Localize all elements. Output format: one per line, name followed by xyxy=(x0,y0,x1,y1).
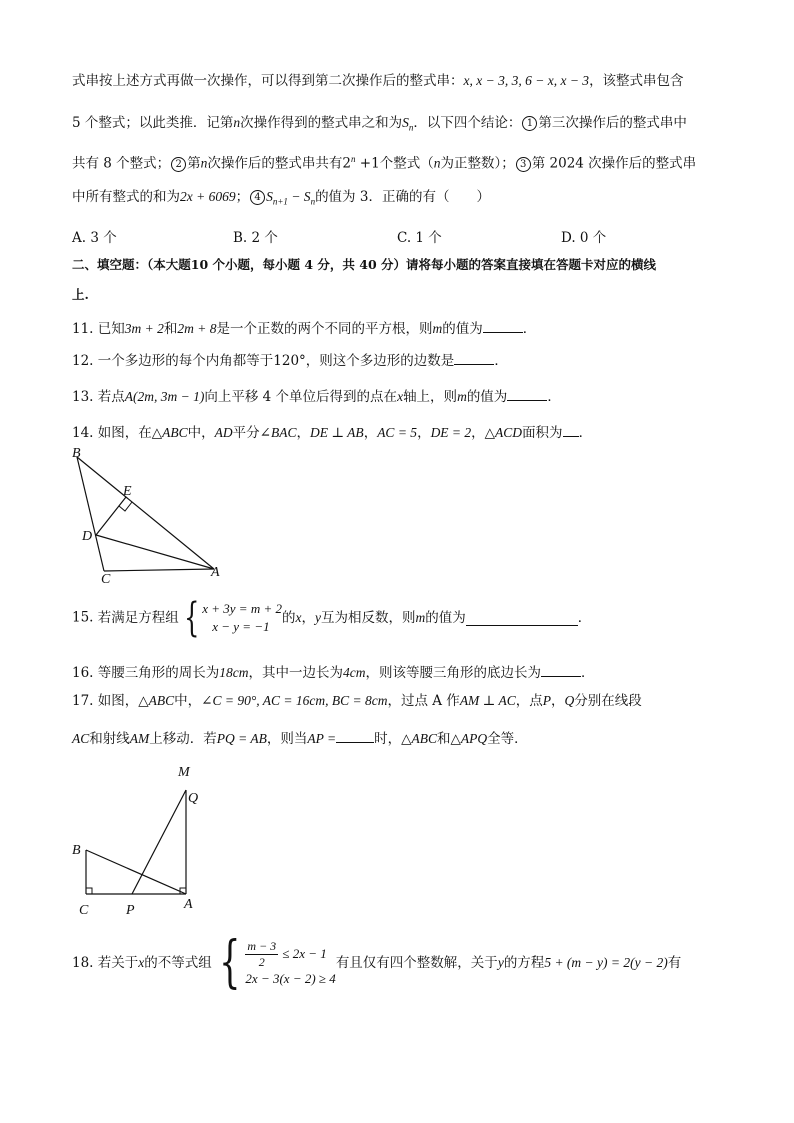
text: 的值为 3．正确的有（ ） xyxy=(315,189,490,205)
brace-glyph: { xyxy=(183,595,200,641)
question-12 xyxy=(72,350,508,370)
brace-glyph: { xyxy=(218,930,241,995)
text: 式串按上述方式再做一次操作，可以得到第二次操作后的整式串： xyxy=(72,73,464,89)
math: 3m + 2 xyxy=(124,321,164,336)
text: 和 xyxy=(437,731,451,747)
question-13 xyxy=(72,386,561,406)
segment-ca xyxy=(104,569,214,571)
fraction xyxy=(245,939,278,970)
math: AP = xyxy=(307,731,337,746)
math: ≤ 2x − 1 xyxy=(282,945,327,961)
math: AC xyxy=(72,731,90,746)
text: 的 xyxy=(281,610,296,626)
text: 为正整数）； xyxy=(440,155,515,172)
label-b: B xyxy=(72,446,81,461)
option-d: D. 0 个 xyxy=(561,230,607,246)
text: ，点 xyxy=(515,693,543,709)
text: 上移动．若 xyxy=(149,731,217,747)
text: 若点 xyxy=(97,389,125,405)
math: ∠BAC xyxy=(259,425,297,440)
circled-number: 2 xyxy=(171,157,186,172)
math: y xyxy=(497,955,504,970)
question-number: 12. xyxy=(72,353,94,369)
text: 中， xyxy=(174,693,202,709)
section-title-cont: 上. xyxy=(72,287,89,302)
math-sup: n xyxy=(351,154,356,164)
text: ， xyxy=(417,425,431,441)
question-16 xyxy=(72,662,595,682)
question-number: 15. xyxy=(72,609,94,626)
text: ，则当 xyxy=(266,731,308,747)
text: 的值为 xyxy=(466,389,508,405)
text: 是一个正数的两个不同的平方根，则 xyxy=(216,321,433,337)
segment-da xyxy=(96,535,214,569)
denominator: 2 xyxy=(258,954,265,969)
math: △APQ xyxy=(450,731,488,746)
text: ， xyxy=(363,425,378,441)
math: n xyxy=(233,115,241,130)
math: − S xyxy=(287,189,311,204)
segment-ba xyxy=(77,457,214,569)
question-17 xyxy=(72,692,642,710)
label-p: P xyxy=(126,903,135,918)
math: △ABC xyxy=(138,693,175,708)
math: DE ⊥ AB xyxy=(309,425,364,440)
question-number: 13. xyxy=(72,389,94,405)
text: 如图，在 xyxy=(97,425,152,441)
question-number: 17. xyxy=(72,693,94,709)
answer-blank[interactable] xyxy=(541,662,581,677)
right-angle-c xyxy=(86,888,92,894)
text: ． xyxy=(578,425,593,441)
question-15 xyxy=(72,595,592,642)
math: △ABC xyxy=(401,731,437,746)
text: ， xyxy=(296,425,310,441)
answer-blank[interactable] xyxy=(466,611,578,626)
math: Q xyxy=(564,693,575,708)
text: ．以下四个结论： xyxy=(413,115,522,131)
figure-triangle-abd xyxy=(60,445,240,585)
math: P xyxy=(542,693,552,708)
option-a: A. 3 个 xyxy=(72,230,117,246)
text: 有且仅有四个整数解，关于 xyxy=(335,955,498,971)
math: DE = 2 xyxy=(430,425,472,440)
equation-row: x − y = −1 xyxy=(212,619,270,634)
label-b: B xyxy=(72,843,81,858)
label-c: C xyxy=(79,903,89,918)
segment-bc xyxy=(77,457,104,571)
math-sub: n xyxy=(310,196,316,207)
text: ． xyxy=(577,610,592,626)
answer-blank[interactable] xyxy=(507,386,547,401)
text: 有 xyxy=(667,955,682,971)
text: ，则该等腰三角形的底边长为 xyxy=(365,665,542,681)
math: 2x + 6069 xyxy=(180,189,236,204)
question-number: 16. xyxy=(72,665,94,681)
math: m xyxy=(457,389,467,404)
text: 平分 xyxy=(232,425,260,441)
figure-triangle-abc-apq xyxy=(66,758,216,923)
intro-line-3 xyxy=(72,150,696,173)
equation-row: x + 3y = m + 2 xyxy=(202,601,282,616)
math: S xyxy=(402,115,409,130)
math: x xyxy=(295,610,302,625)
text: ， xyxy=(551,693,565,709)
text: 第三次操作后的整式串中 xyxy=(538,115,687,131)
option-b: B. 2 个 xyxy=(233,230,278,246)
text: 分别在线段 xyxy=(574,693,642,709)
math: 18cm xyxy=(219,665,249,680)
text: 次操作得到的整式串之和为 xyxy=(240,115,403,131)
section-title: 二、填空题：（本大题10 个小题，每小题 4 分，共 40 分）请将每小题的答案直接填在答题卡对应的横线 xyxy=(72,257,656,272)
text: ． xyxy=(547,389,561,405)
text: ，过点 A 作 xyxy=(387,693,460,709)
answer-blank[interactable] xyxy=(483,318,523,333)
text: 中所有整式的和为 xyxy=(72,189,180,205)
math: 5 + (m − y) = 2(y − 2) xyxy=(544,955,668,970)
answer-blank[interactable] xyxy=(336,728,374,743)
circled-number: 4 xyxy=(250,190,265,205)
text: 第 xyxy=(187,155,201,172)
text: 和射线 xyxy=(89,731,130,747)
inequality-row-2: 2x − 3(x − 2) ≥ 4 xyxy=(245,970,336,986)
math: x, x − 3, 3, 6 − x, x − 3 xyxy=(463,73,590,88)
question-number: 18. xyxy=(72,955,94,971)
text: 的方程 xyxy=(503,955,545,971)
text: 第 2024 次操作后的整式串 xyxy=(531,155,697,172)
label-d: D xyxy=(82,529,93,544)
answer-blank[interactable] xyxy=(563,422,579,437)
text: 向上平移 4 个单位后得到的点在 xyxy=(204,389,398,405)
label-m: M xyxy=(178,765,190,780)
label-e: E xyxy=(123,484,132,499)
text: ； xyxy=(235,189,250,205)
text: 一个多边形的每个内角都等于120°，则这个多边形的边数是 xyxy=(97,353,455,369)
text: 的不等式组 xyxy=(144,955,212,971)
text: 次操作后的整式串共有 xyxy=(207,155,343,172)
text: 时， xyxy=(374,731,402,747)
label-q: Q xyxy=(188,791,199,806)
label-c: C xyxy=(101,572,111,585)
text: 的值为 xyxy=(425,610,466,626)
math: 2m + 8 xyxy=(177,321,217,336)
math: AC = 5 xyxy=(377,425,418,440)
math: x xyxy=(138,955,145,970)
math: m xyxy=(432,321,443,336)
intro-line-1 xyxy=(72,72,684,90)
text: ，其中一边长为 xyxy=(248,665,344,681)
text: 共有 8 个整式； xyxy=(72,155,171,172)
math: AM xyxy=(129,731,150,746)
text: 若关于 xyxy=(97,955,139,971)
math: △ABC xyxy=(151,425,188,440)
text: 已知 xyxy=(97,321,125,337)
question-number: 11. xyxy=(72,321,94,337)
math-sub: n+1 xyxy=(272,196,288,207)
text: 如图， xyxy=(97,693,139,709)
segment-de xyxy=(96,497,126,535)
answer-blank[interactable] xyxy=(454,350,494,365)
question-14 xyxy=(72,422,592,442)
math: x xyxy=(397,389,404,404)
text: 轴上，则 xyxy=(403,389,458,405)
inequality-row-1 xyxy=(245,939,335,970)
intro-line-4 xyxy=(72,188,490,211)
math: S xyxy=(266,189,273,204)
option-c: C. 1 个 xyxy=(397,230,442,246)
label-a: A xyxy=(184,897,193,912)
math: n xyxy=(200,155,208,171)
text: 中， xyxy=(187,425,215,441)
label-a: A xyxy=(211,565,220,580)
segment-pq xyxy=(132,790,186,894)
math-sub: n xyxy=(408,122,414,133)
math: 4cm xyxy=(343,665,366,680)
numerator: m − 3 xyxy=(247,938,277,953)
circled-number: 3 xyxy=(516,157,531,172)
text: ． xyxy=(522,321,537,337)
text: ， xyxy=(301,610,315,626)
math: n xyxy=(433,155,441,171)
text: 5 个整式；以此类推．记第 xyxy=(72,115,234,131)
math: AD xyxy=(214,425,233,440)
circled-number: 1 xyxy=(522,116,537,131)
equation-system xyxy=(179,595,282,641)
question-18 xyxy=(72,930,682,995)
math: y xyxy=(314,610,321,625)
intro-line-2 xyxy=(72,114,687,137)
text: ，该整式串包含 xyxy=(589,73,684,89)
text: 面积为 xyxy=(522,425,563,441)
math: 2 xyxy=(342,155,352,172)
text: 全等． xyxy=(487,731,528,747)
math: ∠C = 90°, AC = 16cm, BC = 8cm xyxy=(201,693,388,708)
math: AM ⊥ AC xyxy=(459,693,516,708)
math: PQ = AB xyxy=(216,731,267,746)
question-11 xyxy=(72,318,536,338)
math: m xyxy=(415,610,426,625)
text: 等腰三角形的周长为 xyxy=(97,665,220,681)
question-17-cont xyxy=(72,728,528,748)
text: 互为相反数，则 xyxy=(320,610,416,626)
text: ， xyxy=(471,425,485,441)
text: 和 xyxy=(163,321,178,337)
inequality-system xyxy=(212,930,336,995)
math: △ACD xyxy=(484,425,523,440)
text: ． xyxy=(494,353,508,369)
text: 若满足方程组 xyxy=(97,610,179,626)
text: 的值为 xyxy=(442,321,483,337)
text: +1个整式（ xyxy=(355,155,434,172)
math: A(2m, 3m − 1) xyxy=(124,389,205,404)
text: ． xyxy=(581,665,595,681)
question-number: 14. xyxy=(72,425,94,441)
